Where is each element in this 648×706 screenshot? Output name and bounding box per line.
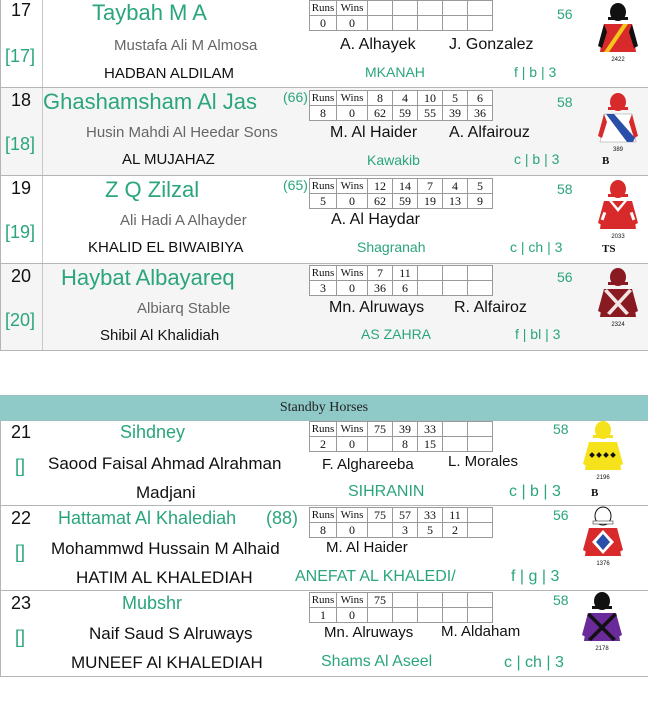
stats-table <box>309 592 493 623</box>
trainer-name: Shibil Al Khalidiah <box>100 327 220 344</box>
stat-cell <box>418 266 443 281</box>
standby-runner-row[interactable] <box>0 506 648 591</box>
horse-flags: f | bl | 3 <box>515 326 561 342</box>
stat-cell: 39 <box>443 106 468 121</box>
stat-cell <box>468 608 493 623</box>
equipment-code: B <box>602 155 610 167</box>
stat-cell <box>393 1 418 16</box>
owner-name: Mustafa Ali M Almosa <box>114 37 258 54</box>
stat-cell <box>443 593 468 608</box>
horse-name[interactable]: Hattamat Al Khalediah <box>58 508 237 528</box>
trainer-name: Madjani <box>136 483 196 502</box>
stat-cell <box>368 608 393 623</box>
stat-cell: 8 <box>310 523 337 538</box>
equipment-code: TS <box>602 243 616 255</box>
silk-icon <box>579 591 625 653</box>
stat-cell: 10 <box>418 91 443 106</box>
stat-label-runs: Runs <box>310 422 337 437</box>
stat-cell: 5 <box>468 179 493 194</box>
stat-cell <box>418 16 443 31</box>
stat-cell: 15 <box>418 437 443 452</box>
stat-cell: 12 <box>368 179 393 194</box>
stat-cell: 33 <box>418 422 443 437</box>
draw-number: [17] <box>5 46 36 66</box>
stat-cell: 5 <box>418 523 443 538</box>
owner-name: Mohammwd Hussain M Alhaid <box>51 539 280 558</box>
horse-flags: c | ch | 3 <box>504 654 564 671</box>
stat-label-runs: Runs <box>310 593 337 608</box>
stat-cell <box>468 266 493 281</box>
stat-cell: 59 <box>393 194 418 209</box>
silk-icon <box>580 506 626 568</box>
stat-cell: 3 <box>393 523 418 538</box>
trainer-name: MUNEEF Al KHALEDIAH <box>71 653 263 672</box>
stat-cell: 4 <box>393 91 418 106</box>
horse-name[interactable]: Mubshr <box>122 593 183 613</box>
stat-cell <box>443 281 468 296</box>
standby-runner-row[interactable] <box>0 420 648 506</box>
standby-runner-row[interactable] <box>0 591 648 677</box>
jockey-name: F. Alghareeba <box>322 456 414 473</box>
stat-cell <box>468 16 493 31</box>
stat-cell: 0 <box>337 608 368 623</box>
stat-cell: 36 <box>368 281 393 296</box>
stats-table <box>309 90 493 121</box>
stat-cell: 59 <box>393 106 418 121</box>
breeder-name: Kawakib <box>367 152 420 168</box>
jockey-name: Mn. Alruways <box>329 299 425 316</box>
stat-cell <box>468 508 493 523</box>
stat-cell: 11 <box>393 266 418 281</box>
silk-code: 2422 <box>611 57 625 63</box>
stat-cell: 7 <box>368 266 393 281</box>
stat-cell: 8 <box>310 106 337 121</box>
horse-flags: c | ch | 3 <box>510 239 563 255</box>
stat-cell <box>418 1 443 16</box>
alt-jockey-name: M. Aldaham <box>441 623 521 640</box>
stat-label-wins: Wins <box>337 1 368 16</box>
runner-number: 19 <box>11 178 32 198</box>
stat-cell <box>418 608 443 623</box>
stat-cell: 9 <box>468 194 493 209</box>
silk-code: 2196 <box>596 475 610 481</box>
runner-number: 17 <box>11 0 32 20</box>
stat-cell <box>368 1 393 16</box>
stat-cell: 4 <box>443 179 468 194</box>
stat-label-runs: Runs <box>310 91 337 106</box>
stat-cell: 0 <box>337 437 368 452</box>
horse-flags: c | b | 3 <box>509 483 561 500</box>
runner-number: 23 <box>11 593 32 613</box>
horse-name[interactable]: Taybah M A <box>92 0 207 25</box>
stat-cell: 55 <box>418 106 443 121</box>
runner-number: 22 <box>11 508 32 528</box>
horse-name[interactable]: Sihdney <box>120 422 186 442</box>
breeder-name: MKANAH <box>365 64 425 80</box>
stat-cell: 62 <box>368 194 393 209</box>
draw-number: [] <box>15 456 26 476</box>
runner-number: 21 <box>11 422 32 442</box>
weight-value: 58 <box>557 94 573 110</box>
silk-icon <box>595 92 641 154</box>
runner-number: 18 <box>11 90 32 110</box>
stat-label-runs: Runs <box>310 508 337 523</box>
stat-cell: 8 <box>368 91 393 106</box>
stat-cell <box>368 16 393 31</box>
stat-cell: 8 <box>393 437 418 452</box>
stat-cell: 75 <box>368 508 393 523</box>
weight-value: 58 <box>553 592 569 608</box>
stat-label-wins: Wins <box>337 266 368 281</box>
stat-label-wins: Wins <box>337 422 368 437</box>
horse-rating: (65) <box>283 177 308 193</box>
silk-code: 389 <box>612 147 624 153</box>
silk-icon <box>595 179 641 241</box>
stats-table <box>309 0 493 31</box>
stat-cell <box>468 523 493 538</box>
horse-name[interactable]: Ghashamsham Al Jas <box>43 89 257 114</box>
horse-flags: f | g | 3 <box>511 568 560 585</box>
trainer-name: KHALID EL BIWAIBIYA <box>88 239 244 256</box>
owner-name: Husin Mahdi Al Heedar Sons <box>86 124 278 141</box>
standby-header: Standby Horses <box>0 395 648 421</box>
draw-number: [] <box>15 627 26 647</box>
horse-flags: f | b | 3 <box>514 64 557 80</box>
silk-code: 2178 <box>595 646 609 652</box>
alt-jockey-name: J. Gonzalez <box>449 36 534 53</box>
stat-cell <box>443 16 468 31</box>
alt-jockey-name: A. Alfairouz <box>449 124 530 141</box>
stat-label-runs: Runs <box>310 179 337 194</box>
horse-name[interactable]: Z Q Zilzal <box>105 177 200 202</box>
stat-cell <box>393 608 418 623</box>
stat-cell: 75 <box>368 422 393 437</box>
breeder-name: SIHRANIN <box>348 483 425 500</box>
silk-code: 1376 <box>596 561 610 567</box>
runner-row[interactable] <box>0 264 648 351</box>
stat-cell: 2 <box>443 523 468 538</box>
stat-cell: 6 <box>468 91 493 106</box>
stat-cell: 0 <box>337 106 368 121</box>
stats-table <box>309 178 493 209</box>
stats-table <box>309 265 493 296</box>
silk-code: 2033 <box>611 234 625 240</box>
number-column <box>1 88 43 175</box>
horse-flags: c | b | 3 <box>514 151 560 167</box>
number-column <box>1 264 43 350</box>
silk-icon <box>580 420 626 482</box>
stat-label-wins: Wins <box>337 508 368 523</box>
breeder-name: Shams Al Aseel <box>321 653 433 670</box>
owner-name: Albiarq Stable <box>137 300 231 317</box>
draw-number: [20] <box>5 310 36 330</box>
stat-cell <box>468 422 493 437</box>
stat-cell: 36 <box>468 106 493 121</box>
breeder-name: ANEFAT AL KHALEDI/ <box>295 568 456 585</box>
stat-cell: 0 <box>337 194 368 209</box>
jockey-name: M. Al Haider <box>326 539 408 556</box>
owner-name: Saood Faisal Ahmad Alrahman <box>48 454 282 473</box>
silk-icon <box>595 267 641 329</box>
stat-cell: 14 <box>393 179 418 194</box>
stat-label-wins: Wins <box>337 91 368 106</box>
stat-cell: 57 <box>393 508 418 523</box>
weight-value: 56 <box>557 6 573 22</box>
stat-cell <box>418 593 443 608</box>
horse-name[interactable]: Haybat Albayareq <box>61 265 235 290</box>
stat-cell: 39 <box>393 422 418 437</box>
silk-icon <box>595 2 641 64</box>
owner-name: Ali Hadi A Alhayder <box>120 212 247 229</box>
draw-number: [18] <box>5 134 36 154</box>
stat-cell <box>443 1 468 16</box>
stat-cell: 6 <box>393 281 418 296</box>
stat-cell: 1 <box>310 608 337 623</box>
stat-cell <box>468 437 493 452</box>
stat-cell: 0 <box>337 16 368 31</box>
stat-cell <box>443 608 468 623</box>
trainer-name: AL MUJAHAZ <box>122 151 215 168</box>
stat-cell <box>393 593 418 608</box>
stat-cell: 62 <box>368 106 393 121</box>
jockey-name: Mn. Alruways <box>324 624 414 641</box>
equipment-code: B <box>591 487 599 499</box>
stat-cell <box>368 437 393 452</box>
trainer-name: HATIM AL KHALEDIAH <box>76 568 253 587</box>
stat-cell <box>443 422 468 437</box>
stat-cell <box>443 437 468 452</box>
weight-value: 58 <box>553 421 569 437</box>
stat-cell: 19 <box>418 194 443 209</box>
stat-cell: 13 <box>443 194 468 209</box>
stat-label-runs: Runs <box>310 1 337 16</box>
stat-cell: 3 <box>310 281 337 296</box>
alt-jockey-name: L. Morales <box>448 453 519 470</box>
horse-rating: (66) <box>283 89 308 105</box>
weight-value: 56 <box>557 269 573 285</box>
stat-cell: 33 <box>418 508 443 523</box>
stat-cell: 0 <box>310 16 337 31</box>
stat-cell: 0 <box>337 523 368 538</box>
stat-cell: 2 <box>310 437 337 452</box>
stat-cell <box>468 593 493 608</box>
stat-cell <box>368 523 393 538</box>
stat-cell: 11 <box>443 508 468 523</box>
stat-label-wins: Wins <box>337 593 368 608</box>
jockey-name: A. Al Haydar <box>331 211 420 228</box>
stat-cell: 5 <box>443 91 468 106</box>
runner-row[interactable] <box>0 176 648 264</box>
jockey-name: A. Alhayek <box>340 36 416 53</box>
stat-cell: 0 <box>337 281 368 296</box>
stat-cell <box>393 16 418 31</box>
number-column <box>1 0 43 87</box>
silk-code: 2324 <box>611 322 625 328</box>
owner-name: Naif Saud S Alruways <box>89 624 253 643</box>
breeder-name: Shagranah <box>357 239 426 255</box>
stat-label-wins: Wins <box>337 179 368 194</box>
runner-number: 20 <box>11 266 32 286</box>
stat-cell <box>443 266 468 281</box>
runner-row[interactable] <box>0 88 648 176</box>
stat-cell: 5 <box>310 194 337 209</box>
trainer-name: HADBAN ALDILAM <box>104 65 235 82</box>
stats-table <box>309 507 493 538</box>
stat-cell <box>418 281 443 296</box>
number-column <box>1 176 43 263</box>
draw-number: [19] <box>5 222 36 242</box>
draw-number: [] <box>15 542 26 562</box>
runner-row[interactable] <box>0 0 648 88</box>
weight-value: 56 <box>553 507 569 523</box>
stat-cell: 7 <box>418 179 443 194</box>
stat-label-runs: Runs <box>310 266 337 281</box>
jockey-name: M. Al Haider <box>330 124 418 141</box>
stats-table <box>309 421 493 452</box>
stat-cell <box>468 281 493 296</box>
weight-value: 58 <box>557 181 573 197</box>
stat-cell <box>468 1 493 16</box>
stat-cell: 75 <box>368 593 393 608</box>
alt-jockey-name: R. Alfairoz <box>454 299 527 316</box>
breeder-name: AS ZAHRA <box>361 326 432 342</box>
horse-rating: (88) <box>266 508 299 528</box>
